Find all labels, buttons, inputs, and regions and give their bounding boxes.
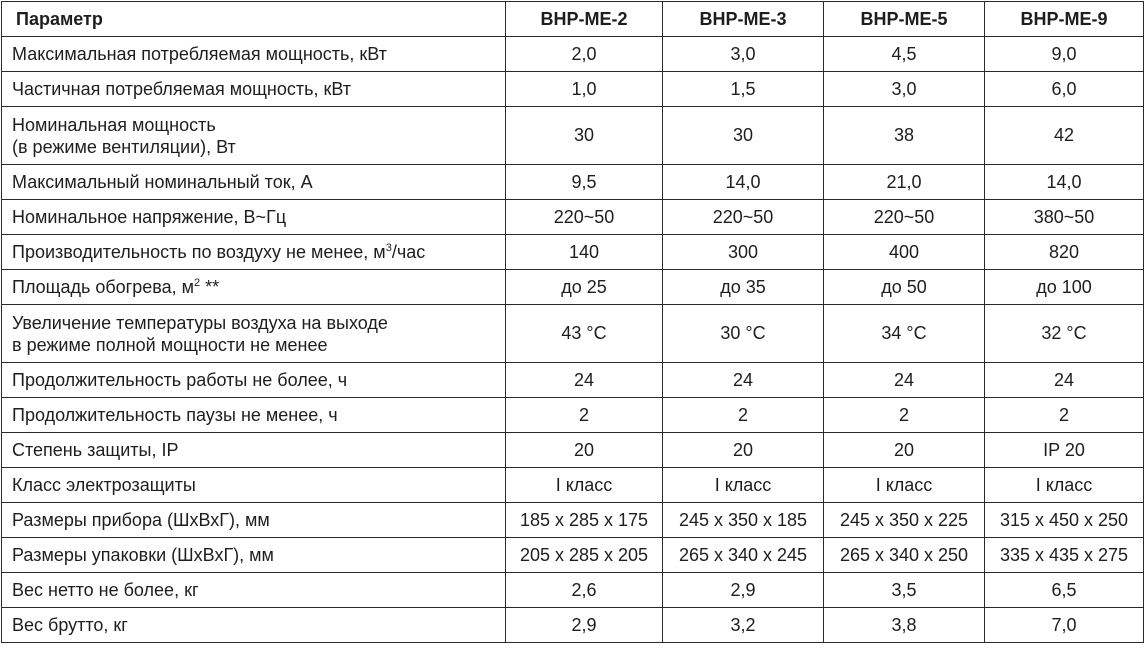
row-value: 20 [824, 433, 985, 468]
table-row [2, 305, 1144, 363]
table-row [2, 270, 1144, 305]
row-value: 42 [985, 107, 1144, 165]
table-row [2, 165, 1144, 200]
table-row [2, 363, 1144, 398]
row-value: 43 °C [506, 305, 663, 363]
table-row [2, 235, 1144, 270]
row-value: 24 [506, 363, 663, 398]
row-label: Увеличение температуры воздуха на выходе в режиме полной мощности не менее [2, 305, 506, 363]
row-value: 1,0 [506, 72, 663, 107]
row-value: 2,9 [506, 608, 663, 643]
row-label: Размеры прибора (ШхВхГ), мм [2, 503, 506, 538]
row-value: 2,9 [663, 573, 824, 608]
table-row [2, 37, 1144, 72]
row-value: 220~50 [824, 200, 985, 235]
row-value: 20 [663, 433, 824, 468]
row-value: 265 х 340 х 250 [824, 538, 985, 573]
row-label: Номинальное напряжение, В~Гц [2, 200, 506, 235]
row-value: 4,5 [824, 37, 985, 72]
row-value: 2 [985, 398, 1144, 433]
row-value: 3,5 [824, 573, 985, 608]
table-row [2, 433, 1144, 468]
superscript: 2 [194, 277, 201, 289]
row-value: 205 х 285 х 205 [506, 538, 663, 573]
header-model: ВНР-МЕ-3 [663, 2, 824, 37]
row-value: 220~50 [506, 200, 663, 235]
row-label: Класс электрозащиты [2, 468, 506, 503]
row-label: Номинальная мощность (в режиме вентиляции), Вт [2, 107, 506, 165]
table-row [2, 468, 1144, 503]
row-value: 34 °C [824, 305, 985, 363]
row-value: I класс [985, 468, 1144, 503]
row-value: 1,5 [663, 72, 824, 107]
row-value: IP 20 [985, 433, 1144, 468]
row-value: 32 °C [985, 305, 1144, 363]
row-value: 9,5 [506, 165, 663, 200]
row-label: Площадь обогрева, $м^2$ ** [2, 270, 506, 305]
header-model: ВНР-МЕ-9 [985, 2, 1144, 37]
row-label: Частичная потребляемая мощность, кВт [2, 72, 506, 107]
row-value: 30 [663, 107, 824, 165]
row-value: 265 х 340 х 245 [663, 538, 824, 573]
row-value: 2,0 [506, 37, 663, 72]
row-value: 2 [824, 398, 985, 433]
row-value: 380~50 [985, 200, 1144, 235]
row-value: 3,0 [824, 72, 985, 107]
row-value: 245 х 350 х 225 [824, 503, 985, 538]
row-value: 7,0 [985, 608, 1144, 643]
row-label: Максимальная потребляемая мощность, кВт [2, 37, 506, 72]
row-value: 820 [985, 235, 1144, 270]
table-row [2, 398, 1144, 433]
table-row [2, 107, 1144, 165]
row-value: до 100 [985, 270, 1144, 305]
row-value: до 50 [824, 270, 985, 305]
row-value: 300 [663, 235, 824, 270]
row-value: до 25 [506, 270, 663, 305]
superscript: 3 [385, 242, 392, 254]
table-row [2, 538, 1144, 573]
row-label: Вес нетто не более, кг [2, 573, 506, 608]
row-value: 14,0 [985, 165, 1144, 200]
row-value: 2 [663, 398, 824, 433]
row-value: 2,6 [506, 573, 663, 608]
spec-table [1, 1, 1144, 643]
row-label: Продолжительность паузы не менее, ч [2, 398, 506, 433]
row-label: Степень защиты, IP [2, 433, 506, 468]
table-row [2, 72, 1144, 107]
row-value: 220~50 [663, 200, 824, 235]
row-value: 335 х 435 х 275 [985, 538, 1144, 573]
row-value: 245 х 350 х 185 [663, 503, 824, 538]
row-value: 6,0 [985, 72, 1144, 107]
row-value: 185 х 285 х 175 [506, 503, 663, 538]
row-value: до 35 [663, 270, 824, 305]
row-value: 400 [824, 235, 985, 270]
header-row [2, 2, 1144, 37]
row-value: 3,0 [663, 37, 824, 72]
table-row [2, 608, 1144, 643]
row-label: Размеры упаковки (ШхВхГ), мм [2, 538, 506, 573]
header-param: Параметр [2, 2, 506, 37]
row-value: I класс [663, 468, 824, 503]
row-value: 9,0 [985, 37, 1144, 72]
row-value: 30 °C [663, 305, 824, 363]
row-value: 24 [824, 363, 985, 398]
row-value: 14,0 [663, 165, 824, 200]
row-value: I класс [824, 468, 985, 503]
row-value: 30 [506, 107, 663, 165]
table-row [2, 503, 1144, 538]
row-value: 2 [506, 398, 663, 433]
row-value: 24 [663, 363, 824, 398]
table-row [2, 200, 1144, 235]
table-row [2, 573, 1144, 608]
row-value: 21,0 [824, 165, 985, 200]
row-label: Продолжительность работы не более, ч [2, 363, 506, 398]
row-label: Вес брутто, кг [2, 608, 506, 643]
row-value: I класс [506, 468, 663, 503]
row-label: Производительность по воздуху не менее, $м^3$/час [2, 235, 506, 270]
row-value: 20 [506, 433, 663, 468]
row-value: 3,2 [663, 608, 824, 643]
row-value: 6,5 [985, 573, 1144, 608]
header-model: ВНР-МЕ-5 [824, 2, 985, 37]
row-value: 140 [506, 235, 663, 270]
row-label: Максимальный номинальный ток, А [2, 165, 506, 200]
header-model: ВНР-МЕ-2 [506, 2, 663, 37]
row-value: 38 [824, 107, 985, 165]
row-value: 315 х 450 х 250 [985, 503, 1144, 538]
row-value: 3,8 [824, 608, 985, 643]
row-value: 24 [985, 363, 1144, 398]
